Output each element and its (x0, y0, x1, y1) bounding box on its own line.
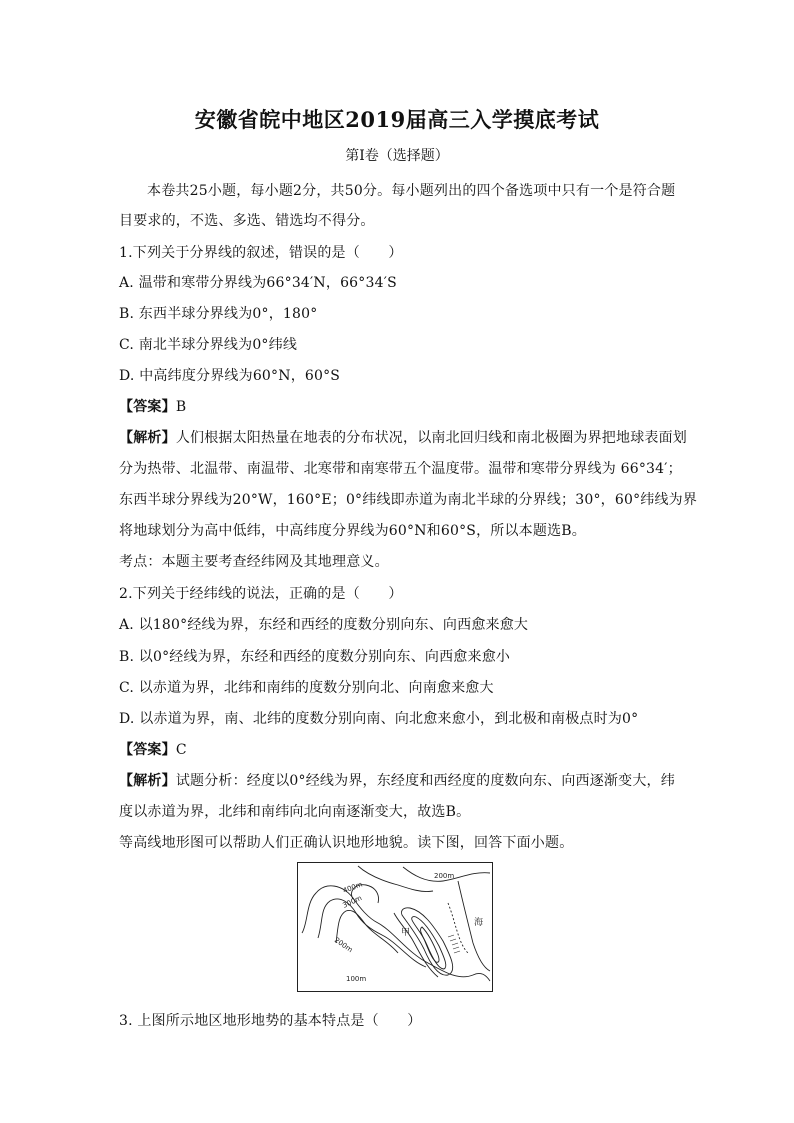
map-label-400m: 400m (341, 880, 364, 895)
ridge-contour (421, 927, 440, 962)
intro-text: 本卷共25小题，每小题2分，共50分。每小题列出的四个备选项中只有一个是符合题 (147, 183, 676, 199)
q1-analysis (119, 427, 687, 447)
q2-option-b: B. 以0°经线为界，东经和西经的度数分别向东、向西愈来愈小 (119, 649, 511, 665)
contour-map-svg (298, 863, 491, 990)
contour-map (297, 862, 493, 992)
map-label-200m-left: 200m (332, 936, 354, 955)
intro-text: 目要求的，不选、多选、错选均不得分。 (119, 213, 375, 229)
q1-kaodian: 考点：本题主要考查经纬网及其地理意义。 (119, 554, 389, 570)
answer-value: C (175, 742, 187, 758)
question-3-stem: 3. 上图所示地区地形地势的基本特点是（ ） (119, 1013, 422, 1029)
q1-analysis-line: 分为热带、北温带、南温带、北寒带和南寒带五个温度带。温带和寒带分界线为 66°34′； (119, 461, 682, 477)
analysis-text: 人们根据太阳热量在地表的分布状况，以南北回归线和南北极圈为界把地球表面划 (175, 430, 688, 446)
q1-option-c: C. 南北半球分界线为0°纬线 (119, 337, 298, 353)
q1-answer (119, 396, 186, 416)
q1-analysis-line: 将地球划分为高中低纬，中高纬度分界线为60°N和60°S，所以本题选B。 (119, 523, 586, 539)
map-label-jia: 甲 (401, 928, 411, 938)
map-label-300m: 300m (341, 894, 364, 910)
q2-analysis-line: 度以赤道为界，北纬和南纬向北向南逐渐变大，故选B。 (119, 804, 471, 820)
cliff-hatching (448, 935, 460, 953)
section-heading: 第Ⅰ卷（选择题） (345, 148, 449, 164)
map-intro: 等高线地形图可以帮助人们正确认识地形地貌。读下图，回答下面小题。 (119, 835, 574, 851)
analysis-tag: 【解析】 (119, 430, 176, 446)
map-label-100m: 100m (346, 975, 367, 983)
q1-option-b: B. 东西半球分界线为0°，180° (119, 306, 318, 322)
contour-line-top (358, 866, 433, 892)
question-2-stem: 2.下列关于经纬线的说法，正确的是（ ） (119, 586, 403, 602)
answer-tag: 【答案】 (119, 742, 176, 758)
exam-title: 安徽省皖中地区2019届高三入学摸底考试 (194, 107, 600, 132)
question-1-stem: 1.下列关于分界线的叙述，错误的是（ ） (119, 245, 403, 261)
contour-line-100 (302, 886, 490, 981)
q2-option-d: D. 以赤道为界，南、北纬的度数分别向南、向北愈来愈小，到北极和南极点时为0° (119, 711, 639, 727)
q2-option-c: C. 以赤道为界，北纬和南纬的度数分别向北、向南愈来愈大 (119, 680, 494, 696)
q1-option-d: D. 中高纬度分界线为60°N，60°S (119, 368, 341, 384)
ridge-contour (412, 917, 446, 969)
map-label-200m: 200m (434, 872, 455, 880)
q2-option-a: A. 以180°经线为界，东经和西经的度数分别向东、向西愈来愈大 (119, 617, 529, 633)
analysis-text: 试题分析：经度以0°经线为界，东经度和西经度的度数向东、向西逐渐变大，纬 (175, 773, 675, 789)
contour-line (394, 913, 438, 977)
q1-analysis-line: 东西半球分界线为20°W，160°E；0°纬线即赤道为南北半球的分界线；30°，60°纬线为界 (119, 492, 698, 508)
q1-option-a: A. 温带和寒带分界线为66°34′N，66°34′S (119, 275, 397, 291)
analysis-tag: 【解析】 (119, 773, 176, 789)
answer-tag: 【答案】 (119, 399, 176, 415)
map-label-hai: 海 (474, 918, 484, 928)
answer-value: B (175, 399, 187, 415)
q2-answer (119, 739, 187, 759)
q2-analysis (119, 770, 675, 790)
